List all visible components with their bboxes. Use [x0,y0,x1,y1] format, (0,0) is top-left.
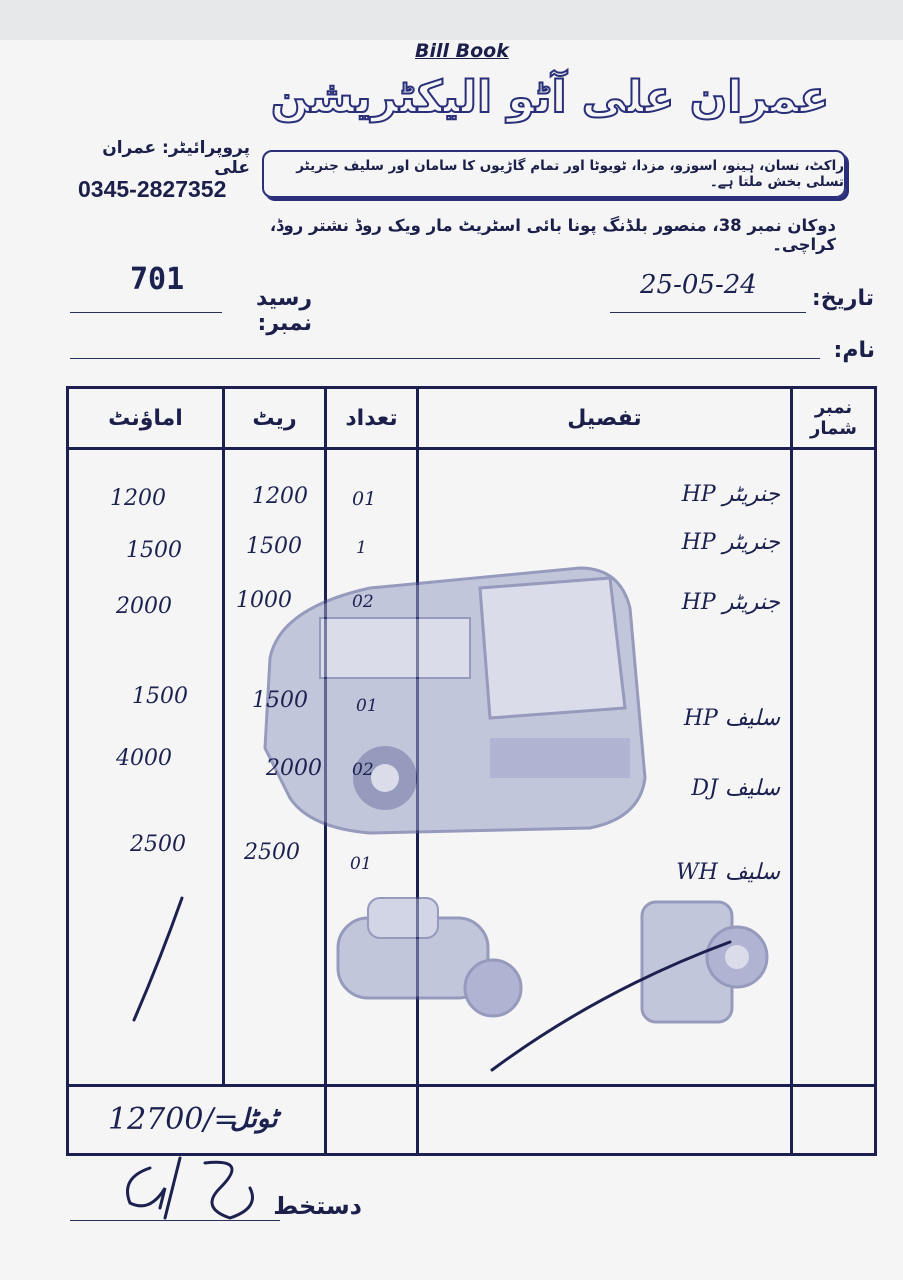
date-label: تاریخ: [811,286,874,311]
row2-detail: جنریٹر HP [681,530,780,555]
row3-quantity: 02 [352,592,374,612]
receipt-number-line [70,312,222,313]
row4-quantity: 01 [356,696,378,716]
receipt-number-value: 701 [130,262,185,297]
shop-address: دوکان نمبر 38، منصور بلڈنگ پونا بائی اسٹریٹ مار ویک روڈ نشتر روڈ، کراچی۔ [269,216,836,254]
services-text: راکٹ، نسان، ہینو، اسوزو، مزدا، ٹویوٹا اور تمام گاڑیوں کا سامان اور سلیف جنریٹر تسلی بخش ملتا ہے۔ [296,158,844,190]
row4-detail: سلیف HP [683,706,780,731]
row5-amount: 4000 [116,746,172,771]
row2-rate: 1500 [246,534,302,559]
signature-scribble [110,1148,270,1228]
row2-quantity: 1 [356,538,367,558]
rate-header: ریٹ [224,388,326,449]
row6-amount: 2500 [130,832,186,857]
row5-quantity: 02 [352,760,374,780]
row3-amount: 2000 [116,594,172,619]
row1-rate: 1200 [252,484,308,509]
bill-book-label: Bill Book [415,40,509,62]
receipt-number-label: رسید نمبر: [256,286,312,336]
table-header-row [68,388,876,449]
row6-rate: 2500 [244,840,300,865]
row6-quantity: 01 [350,854,372,874]
row1-quantity: 01 [352,488,377,510]
row5-rate: 2000 [266,756,322,781]
row1-detail: جنریٹر HP [681,482,780,507]
name-label: نام: [833,338,875,363]
row4-rate: 1500 [252,688,308,713]
signature-label: دستخط [273,1192,362,1220]
total-empty-1 [326,1086,418,1155]
row5-detail: سلیف DJ [691,776,780,801]
row4-amount: 1500 [132,684,188,709]
row2-amount: 1500 [126,538,182,563]
row6-detail: سلیف WH [676,860,780,885]
amount-header: اماؤنٹ [68,388,224,449]
amount-cancel-stroke [120,890,200,1030]
details-header: تفصیل [418,388,792,449]
details-cancel-stroke [480,930,740,1080]
services-banner [262,150,846,198]
name-line [70,358,820,359]
date-line [610,312,806,313]
row3-detail: جنریٹر HP [681,590,780,615]
total-label: ٹوٹل [230,1104,278,1134]
serial-header: نمبر شمار [792,388,876,449]
row1-amount: 1200 [110,486,166,511]
date-value: 25-05-24 [640,270,757,300]
total-empty-3 [792,1086,876,1155]
top-background [0,0,903,40]
row3-rate: 1000 [236,588,292,613]
quantity-header: تعداد [326,388,418,449]
serial-column [792,449,876,1086]
phone-number: 0345-2827352 [78,176,227,202]
shop-name: عمران علی آٹو الیکٹریشن [270,72,830,123]
proprietor-name: پروپرائیٹر: عمران علی [102,138,250,178]
total-empty-2 [418,1086,792,1155]
total-value: 12700/= [108,1102,239,1137]
signature-line [70,1220,280,1221]
